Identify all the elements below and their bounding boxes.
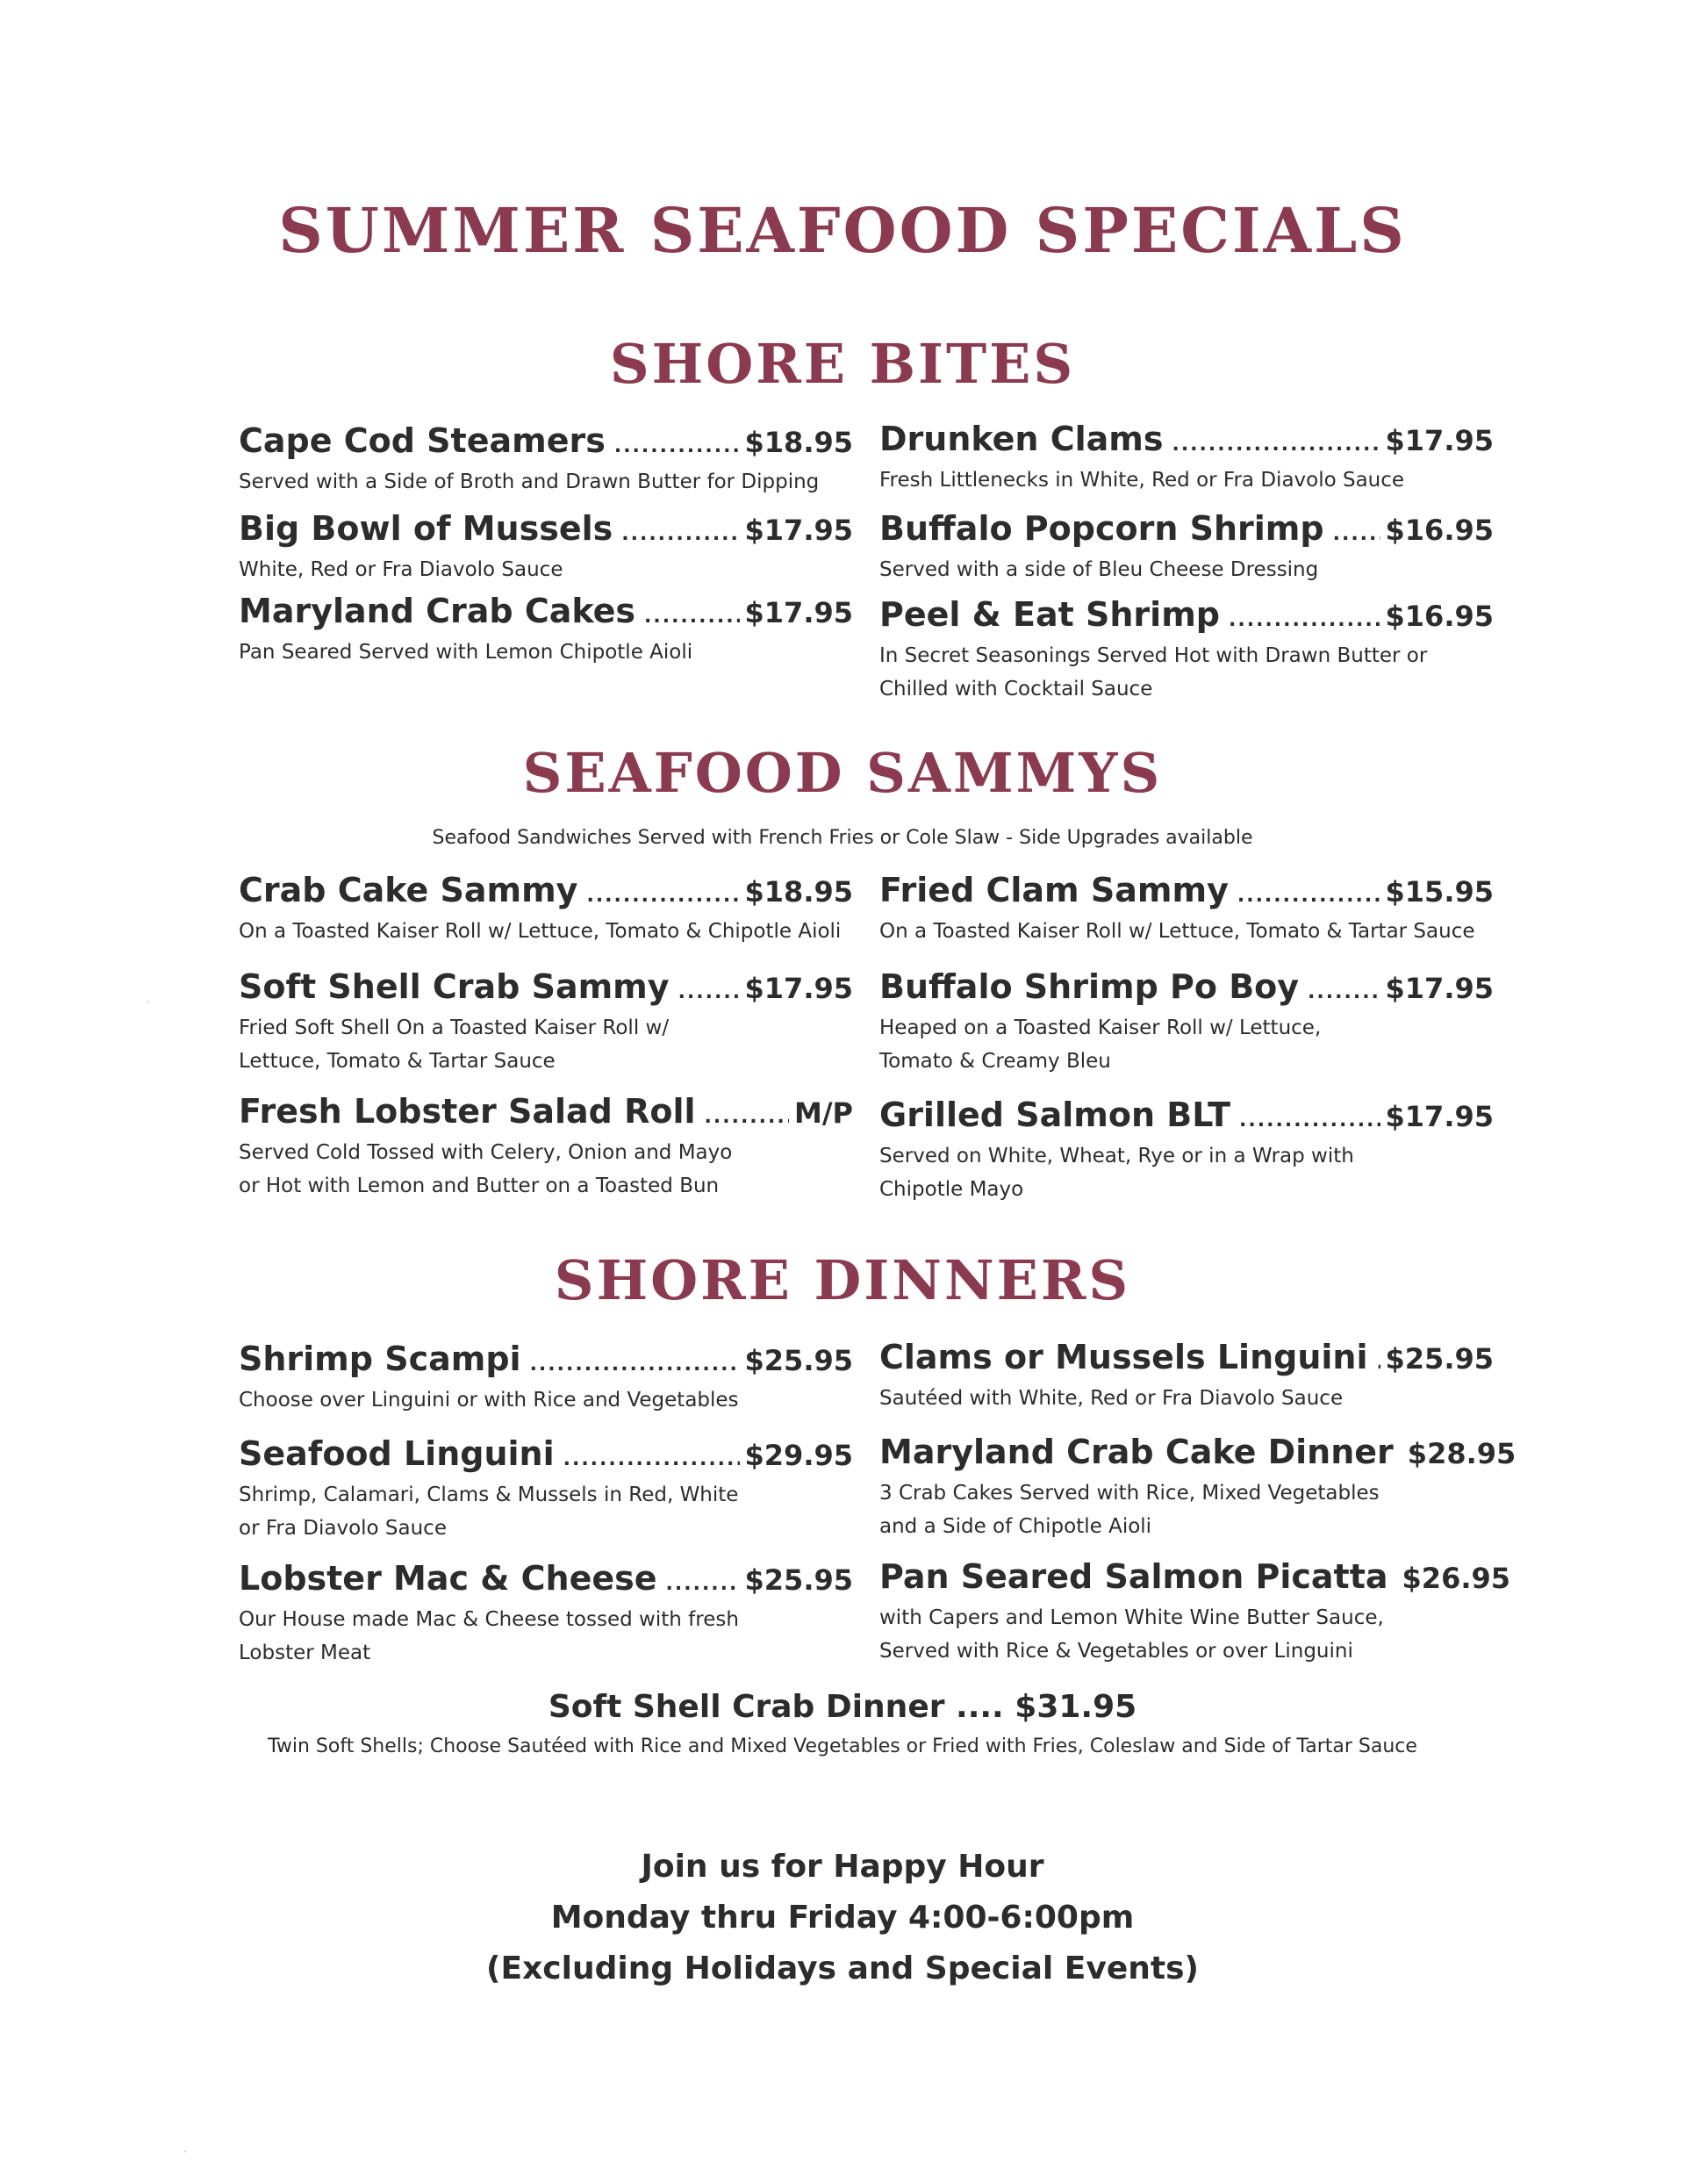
item-price: $17.95 [744,596,853,629]
menu-item [239,1094,853,1203]
item-name: Crab Cake Sammy [239,871,578,909]
item-name: Shrimp Scampi [239,1340,521,1378]
item-description: Served on White, Wheat, Rye or in a Wrap with Chipotle Mayo [879,1144,1354,1201]
menu-item [239,511,853,586]
dot-leader [1308,982,1380,1003]
item-description: White, Red or Fra Diavolo Sauce [239,557,563,581]
dot-leader [621,524,739,545]
happy-hour-line: Monday thru Friday 4:00-6:00pm [550,1900,1135,1936]
section-heading-shore-dinners: SHORE DINNERS [554,1248,1131,1312]
item-name: Soft Shell Crab Sammy [239,967,670,1006]
item-description: On a Toasted Kaiser Roll w/ Lettuce, Tomato & Chipotle Aioli [239,919,842,943]
item-description: Served with a side of Bleu Cheese Dressing [879,557,1319,581]
item-price: $31.95 [1015,1689,1137,1725]
item-name: Grilled Salmon BLT [879,1096,1231,1134]
item-price: $17.95 [744,514,853,547]
item-description: with Capers and Lemon White Wine Butter Sauce, Served with Rice & Vegetables or over Linguini [879,1606,1384,1663]
item-name: Buffalo Shrimp Po Boy [879,967,1300,1006]
item-price: $17.95 [1385,972,1494,1005]
menu-item [879,421,1494,497]
item-name: Maryland Crab Cake Dinner [879,1433,1394,1471]
dot-leader [666,1574,740,1595]
dot-leader [563,1449,740,1470]
dot-leader [1172,435,1380,456]
item-description: Served with a Side of Broth and Drawn Butter for Dipping [239,470,820,493]
page-title: SUMMER SEAFOOD SPECIALS [278,194,1407,267]
menu-item [879,1557,1511,1668]
item-price: $16.95 [1385,514,1494,547]
dot-leader [530,1354,740,1376]
item-name: Buffalo Popcorn Shrimp [879,509,1324,548]
item-name: Soft Shell Crab Dinner [548,1689,945,1725]
dot-leader [1239,1110,1380,1132]
item-price: $25.95 [744,1344,853,1377]
menu-item [879,1097,1494,1206]
item-name: Seafood Linguini [239,1434,555,1473]
item-name: Peel & Eat Shrimp [879,595,1220,634]
dot-leader [1333,524,1380,545]
dot-leader [1237,886,1380,907]
menu-item [879,969,1494,1078]
item-description: 3 Crab Cakes Served with Rice, Mixed Vegetables and a Side of Chipotle Aioli [879,1481,1380,1538]
item-price: $18.95 [744,875,853,909]
scan-speck [147,1001,149,1002]
menu-item [879,1433,1516,1543]
item-price: $17.95 [1385,424,1494,457]
item-price: $25.95 [744,1563,853,1597]
featured-item-heading: Soft Shell Crab Dinner .... $31.95 [548,1689,1137,1725]
menu-item [879,873,1494,948]
happy-hour-line: Join us for Happy Hour [641,1849,1044,1885]
dot-leader [1229,610,1380,631]
item-description: In Secret Seasonings Served Hot with Drawn Butter or Chilled with Cocktail Sauce [879,643,1428,700]
menu-item [239,969,853,1078]
item-name: Lobster Mac & Cheese [239,1559,657,1598]
section-heading-shore-bites: SHORE BITES [609,332,1076,396]
item-price: $28.95 [1407,1437,1516,1470]
happy-hour-notice [0,1842,1685,1994]
item-name: Maryland Crab Cakes [239,592,635,630]
menu-item [879,511,1494,586]
menu-item [239,1561,853,1670]
dot-leader [644,607,740,628]
item-price: $17.95 [744,972,853,1005]
menu-item [879,1340,1494,1415]
menu-item [239,1341,853,1417]
menu-item [879,597,1494,706]
item-description: Sautéed with White, Red or Fra Diavolo Sauce [879,1386,1344,1410]
item-price: $16.95 [1385,600,1494,633]
item-price: $17.95 [1385,1100,1494,1133]
dot-leader [1376,1353,1380,1374]
scan-speck [184,2151,186,2152]
dot-leader [586,886,739,907]
menu-item [239,593,853,669]
item-price: $15.95 [1385,875,1494,909]
item-name: Big Bowl of Mussels [239,509,613,548]
item-name: Pan Seared Salmon Picatta [879,1557,1388,1596]
item-description: Fried Soft Shell On a Toasted Kaiser Roll w/ Lettuce, Tomato & Tartar Sauce [239,1016,670,1073]
item-price: $25.95 [1385,1342,1494,1376]
item-description: Fresh Littlenecks in White, Red or Fra Diavolo Sauce [879,468,1405,492]
item-description: On a Toasted Kaiser Roll w/ Lettuce, Tomato & Tartar Sauce [879,919,1475,943]
menu-item [239,1436,853,1545]
item-price: $18.95 [744,426,853,459]
section-heading-seafood-sammys: SEAFOOD SAMMYS [522,741,1163,805]
menu-item [239,423,853,499]
item-description: Served Cold Tossed with Celery, Onion and Mayo or Hot with Lemon and Butter on a Toasted Bun [239,1140,733,1197]
featured-item [0,1689,1685,1757]
item-name: Fried Clam Sammy [879,871,1229,909]
item-price: $26.95 [1402,1562,1511,1595]
item-name: Cape Cod Steamers [239,421,606,460]
item-name: Clams or Mussels Linguini [879,1338,1368,1376]
section-note: Seafood Sandwiches Served with French Fries or Cole Slaw - Side Upgrades available [432,827,1253,849]
item-description: Shrimp, Calamari, Clams & Mussels in Red, White or Fra Diavolo Sauce [239,1483,739,1540]
item-description: Our House made Mac & Cheese tossed with fresh Lobster Meat [239,1607,739,1664]
item-name: Drunken Clams [879,420,1164,458]
item-price: M/P [794,1096,853,1130]
item-description: Twin Soft Shells; Choose Sautéed with Rice and Mixed Vegetables or Fried with Fries, Coleslaw and Side of Tartar Sauce [268,1735,1417,1757]
dot-leader [614,436,740,457]
dot-leader [678,982,740,1003]
item-description: Choose over Linguini or with Rice and Vegetables [239,1388,739,1412]
item-name: Fresh Lobster Salad Roll [239,1092,696,1131]
dot-leader [705,1107,790,1128]
happy-hour-line: (Excluding Holidays and Special Events) [486,1951,1199,1986]
menu-item [239,873,853,948]
item-description: Pan Seared Served with Lemon Chipotle Aioli [239,640,693,664]
item-price: $29.95 [744,1439,853,1472]
item-description: Heaped on a Toasted Kaiser Roll w/ Lettuce, Tomato & Creamy Bleu [879,1016,1322,1073]
